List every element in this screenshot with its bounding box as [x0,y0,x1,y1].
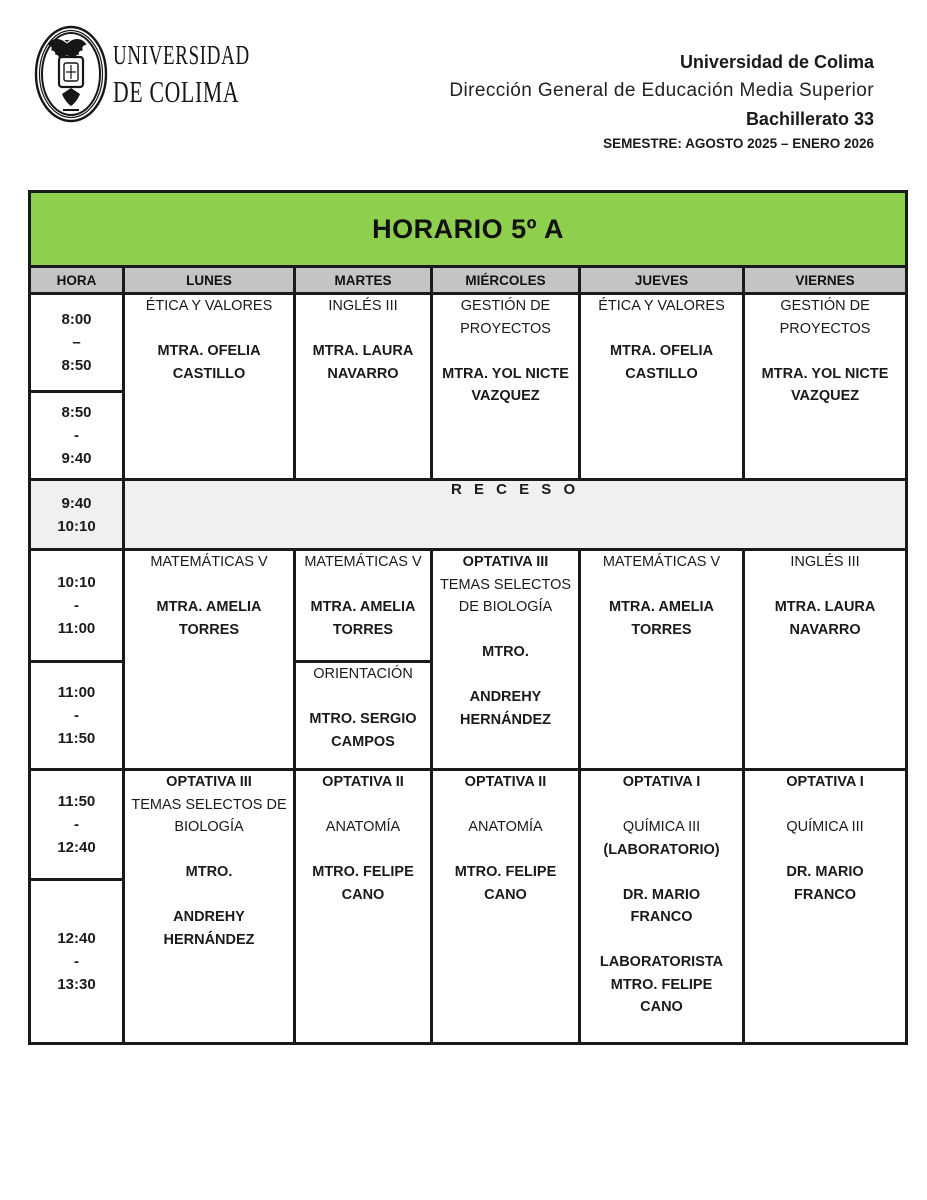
cell-line: ANATOMÍA [325,819,401,835]
semester-label: SEMESTRE: AGOSTO 2025 – ENERO 2026 [603,136,874,151]
cell-line: MTRA. AMELIA [310,599,416,615]
cell-line [745,574,905,597]
cell-line: FRANCO [794,886,857,903]
cell-line [581,929,742,952]
cell-line [745,340,905,363]
cell-line: OPTATIVA II [322,774,404,790]
cell-line: MTRA. AMELIA [156,599,262,615]
cell-line: DR. MARIO [622,886,701,903]
cell-line: 8:00 [61,311,92,328]
col-header-lunes: LUNES [124,267,295,294]
cell-line: VAZQUEZ [471,388,540,404]
institution-name: Universidad de Colima [679,52,874,72]
cell-line: 11:50 [57,730,96,747]
cell-line: ANDREHY [469,689,542,705]
cell-miercoles-1150 [432,770,580,1044]
time-slot-1240-1330 [30,880,124,1044]
cell-line: MTRA. OFELIA [609,343,714,359]
cell-line [433,619,578,642]
cell-line: 11:50 [57,793,96,810]
division-name: Dirección General de Educación Media Superior [449,80,874,101]
cell-line: ORIENTACIÓN [313,666,413,682]
cell-martes-0800 [295,294,432,480]
cell-line: OPTATIVA II [464,774,547,790]
cell-line [433,664,578,687]
cell-jueves-1010 [580,550,744,770]
cell-line: OPTATIVA III [166,774,252,790]
cell-martes-1100 [295,662,432,770]
col-header-miercoles: MIÉRCOLES [432,267,580,294]
cell-line: TEMAS SELECTOS [439,576,572,593]
cell-line: (LABORATORIO) [603,841,720,858]
cell-line [581,574,742,597]
time-slot-0850-0940 [30,392,124,480]
masthead-text [449,52,874,151]
cell-line: LABORATORISTA [599,954,724,970]
cell-line [125,839,293,862]
cell-line: 11:00 [57,620,96,637]
col-header-viernes: VIERNES [744,267,907,294]
cell-line: DE BIOLOGÍA [458,599,553,615]
cell-line: CASTILLO [625,365,698,382]
cell-line [125,884,293,907]
cell-line: OPTATIVA I [622,774,701,790]
cell-line: MTRA. OFELIA [157,343,261,359]
cell-line: TORRES [631,621,692,638]
cell-line: ANATOMÍA [468,819,543,835]
university-logo [33,24,309,124]
cell-line [433,839,578,862]
cell-line [296,794,430,817]
cell-line: NAVARRO [789,621,861,638]
cell-line: OPTATIVA III [462,554,549,570]
cell-jueves-0800 [580,294,744,480]
cell-line: MTRO. SERGIO [309,711,417,727]
cell-miercoles-1010 [432,550,580,770]
cell-line [296,318,430,341]
cell-line [581,794,742,817]
cell-line: - [74,597,79,614]
cell-line: MTRA. AMELIA [609,599,714,615]
cell-jueves-1150 [580,770,744,1044]
cell-line: - [74,707,79,724]
cell-line [296,839,430,862]
cell-line: MTRO. [185,864,233,880]
cell-lunes-0800 [124,294,295,480]
cell-line: 9:40 [61,494,92,512]
cell-line: GESTIÓN DE [460,298,551,314]
cell-line: OPTATIVA I [786,774,864,790]
cell-line [125,318,293,341]
cell-line: BIOLOGÍA [174,819,244,835]
university-seal-icon [33,24,109,124]
cell-line: MATEMÁTICAS V [602,554,721,570]
cell-line: MTRO. [482,644,529,660]
cell-line: QUÍMICA III [786,819,864,835]
cell-line: CANO [640,999,683,1015]
receso-cell [124,480,907,550]
cell-line: GESTIÓN DE [780,298,870,314]
campus-name: Bachillerato 33 [745,109,874,129]
cell-line: 12:40 [57,930,96,947]
cell-line: CAMPOS [331,733,395,750]
cell-miercoles-0800 [432,294,580,480]
cell-line: HERNÁNDEZ [459,711,552,728]
cell-line: 11:00 [57,684,96,701]
cell-viernes-1150 [744,770,907,1044]
cell-line: TEMAS SELECTOS DE [131,796,287,813]
receso-label: R E C E S O [450,481,580,498]
schedule-title: HORARIO 5º A [372,213,564,244]
cell-line [581,318,742,341]
cell-line [296,574,430,597]
cell-line [745,794,905,817]
cell-line: PROYECTOS [779,320,871,337]
cell-martes-1150 [295,770,432,1044]
logo-name-line1: UNIVERSIDAD [113,39,250,70]
cell-line [433,794,578,817]
cell-line: ÉTICA Y VALORES [598,298,725,314]
cell-line: HERNÁNDEZ [163,931,255,948]
logo-name-line2: DE COLIMA [113,73,240,109]
col-header-jueves: JUEVES [580,267,744,294]
cell-line: VAZQUEZ [790,388,860,404]
cell-line: 9:40 [61,450,92,467]
cell-line: MTRO. FELIPE [312,864,414,880]
cell-line: TORRES [178,621,240,638]
time-slot-0800-0850 [30,294,124,392]
cell-line [745,839,905,862]
cell-line: QUÍMICA III [622,819,701,835]
time-slot-receso [30,480,124,550]
cell-line: 13:30 [57,976,96,993]
cell-line: NAVARRO [327,365,399,382]
cell-line: MTRO. FELIPE [454,864,557,880]
cell-line: CASTILLO [172,365,246,382]
col-header-martes: MARTES [295,267,432,294]
cell-martes-1010 [295,550,432,662]
cell-lunes-1150 [124,770,295,1044]
cell-line: TORRES [332,621,394,638]
cell-line: - [74,427,79,444]
cell-line [433,340,578,363]
cell-line: MTRA. YOL NICTE [442,365,569,382]
cell-line: 12:40 [57,839,96,856]
cell-line: ÉTICA Y VALORES [145,298,273,314]
cell-line: PROYECTOS [460,320,551,337]
cell-line: – [72,334,81,351]
cell-line: 10:10 [57,517,96,535]
cell-line: CANO [484,886,527,903]
time-slot-1150-1240 [30,770,124,880]
cell-line: INGLÉS III [790,554,860,570]
schedule-table [28,190,908,1045]
cell-line: ANDREHY [173,909,245,925]
time-slot-1010-1100 [30,550,124,662]
cell-line [125,574,293,597]
cell-line: 8:50 [61,357,92,374]
cell-line [296,686,430,709]
cell-line: MTRO. FELIPE [610,976,713,993]
cell-line: MATEMÁTICAS V [150,554,268,570]
cell-viernes-1010 [744,550,907,770]
cell-line: - [74,816,79,833]
cell-lunes-1010 [124,550,295,770]
cell-line: 8:50 [61,404,92,421]
cell-line: - [74,953,79,970]
col-header-hora: HORA [30,267,124,294]
cell-line: 10:10 [57,574,96,591]
cell-line: MTRA. LAURA [312,343,414,359]
cell-line: FRANCO [630,909,693,925]
cell-line: MTRA. LAURA [774,599,876,615]
cell-line: DR. MARIO [786,864,864,880]
cell-line [581,861,742,884]
schedule-title-banner [30,192,907,267]
cell-line: CANO [341,886,385,903]
cell-line: MTRA. YOL NICTE [761,365,889,382]
time-slot-1100-1150 [30,662,124,770]
cell-line: MATEMÁTICAS V [304,554,422,570]
logo-wordmark [113,39,250,109]
cell-viernes-0800 [744,294,907,480]
cell-line: INGLÉS III [328,298,398,314]
